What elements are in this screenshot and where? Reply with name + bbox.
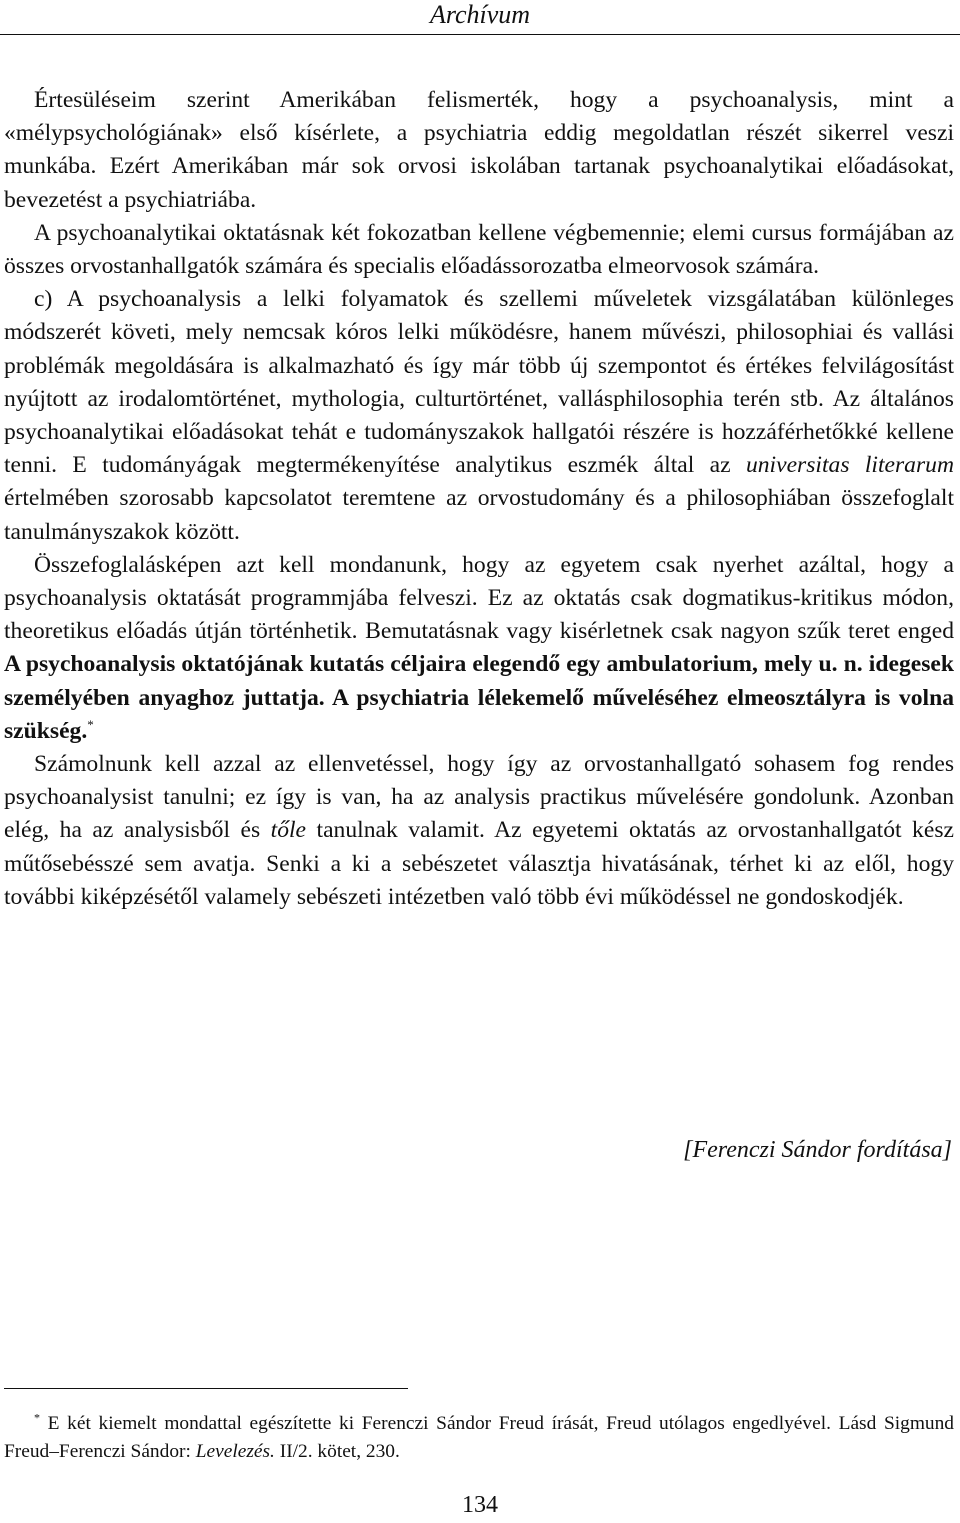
italic-word: tőle <box>270 817 307 844</box>
footnote-text <box>4 1410 954 1466</box>
footnote <box>4 1410 954 1466</box>
page-number: 134 <box>462 1492 498 1518</box>
paragraph-4-text: Összefoglalásképen azt kell mondanunk, hogy az egyetem csak nyerhet azáltal, hogy a psychoanalysis oktatását programmjába felveszi. Ez az oktatás csak dogmatikus-kritikus módon, theoretikus előadás útján történhetik. Bemutatásnak vagy kisérletnek csak nagyon szűk teret enged <box>4 551 954 645</box>
paragraph-5 <box>4 748 954 914</box>
body-text <box>4 84 954 914</box>
footnote-divider <box>4 1388 408 1389</box>
paragraph-2: A psychoanalytikai oktatásnak két fokozatban kellene végbemennie; elemi cursus formájában az összes orvostanhallgatók számára és specialis előadássorozatba elmeorvosok számára. <box>4 219 954 280</box>
emphasized-passage: A psychoanalysis oktatójának kutatás céljaira elegendő egy ambulatorium, mely u. n. idegesek személyében anyaghoz juttatja. A psychiatria lélekemelő műveléséhez elmeosztályra is volna szükség. <box>4 651 954 744</box>
paragraph-5-text: Számolnunk kell azzal az ellenvetéssel, hogy így az orvostanhallgató sohasem fog rendes psychoanalysist tanulni; ez így is van, ha az analysis practikus művelésére gondolunk. Azonban elég, ha az analysisből és <box>4 751 954 844</box>
footnote-book-title: Levelezés. <box>195 1441 275 1462</box>
translator-credit: [Ferenczi Sándor fordítása] <box>683 1137 952 1163</box>
paragraph-3 <box>4 283 954 549</box>
footnote-body: E két kiemelt mondattal egészítette ki Ferenczi Sándor Freud írását, Freud utólagos engedlyével. Lásd Sigmund Freud–Ferenczi Sándor: <box>4 1413 954 1462</box>
paragraph-3-text: c) A psychoanalysis a lelki folyamatok és szellemi műveletek vizsgálatában különleges módszerét követi, mely nemcsak kóros lelki működésre, hanem művészi, philosophiai és vallási problémák megoldására is alkalmazható és így már több új szempontot és értékes felvilágosítást nyújtott az irodalomtörténet, mythologia, culturtörténet, vallásphilosophia terén stb. Az általános psychoanalytikai előadásokat tehát e tudományszakok hallgatói részére is hozzáférhetőkké kellene tenni. E tudományágak megtermékenyítése analytikus eszmék által az <box>4 286 954 479</box>
paragraph-5-text-end: tanulnak valamit. Az egyetemi oktatás az orvostanhallgatót kész műtősebésszé sem avatja. Senki a ki a sebészetet választja hivatásának, térhet ki az elől, hogy további kiképzésétől valamely sebészeti intézetben való több évi működéssel ne gondoskodjék. <box>4 817 954 910</box>
latin-phrase: universitas literarum <box>745 452 954 479</box>
footnote-citation: II/2. kötet, 230. <box>279 1441 400 1462</box>
running-header: Archívum <box>0 0 960 35</box>
footnote-mark: * <box>34 1410 40 1425</box>
paragraph-3-text-end: értelmében szorosabb kapcsolatot teremtene az orvostudomány és a philosophiában összefoglalt tanulmányszakok között. <box>4 485 954 545</box>
footnote-reference: * <box>87 717 94 732</box>
paragraph-4 <box>4 549 954 748</box>
paragraph-1: Értesüléseim szerint Amerikában felismerték, hogy a psychoanalysis, mint a «mélypsychológiának» első kísérlete, a psychiatria eddig megoldatlan részét sikerrel veszi munkába. Ezért Amerikában már sok orvosi iskolában tartanak psychoanalytikai előadásokat, bevezetést a psychiatriába. <box>4 87 954 213</box>
